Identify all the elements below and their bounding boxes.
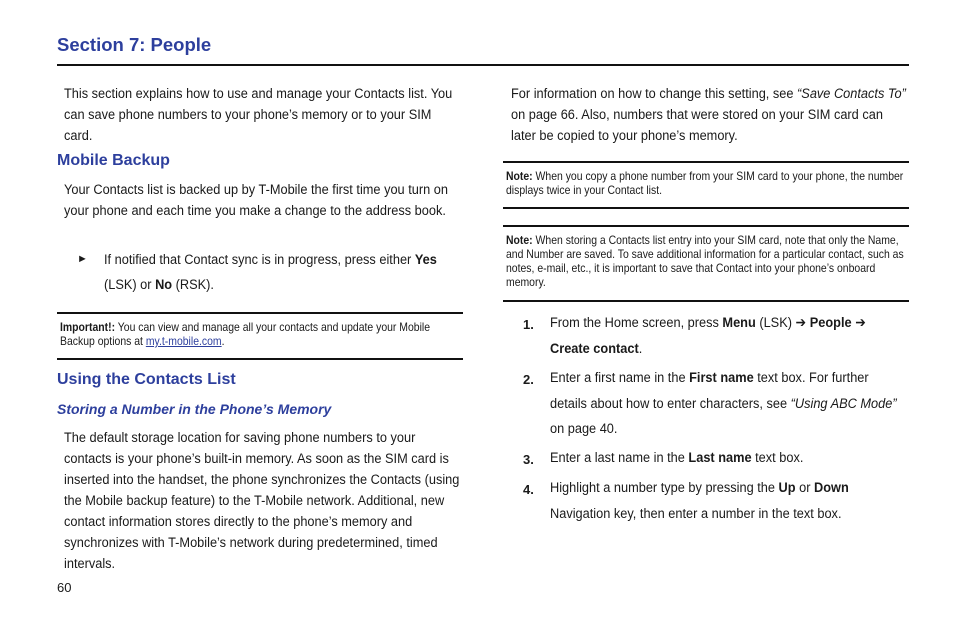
bullet-arrow-icon: ► (77, 253, 88, 265)
step-number-1: 1. (523, 317, 534, 332)
important-label: Important!: (60, 321, 116, 334)
note-text-1: Note: When you copy a phone number from your SIM card to your phone, the number displays twice in your Contact list. (506, 170, 904, 197)
menu-key-label: Menu (722, 315, 756, 331)
setting-reference-paragraph: For information on how to change this setting, see “Save Contacts To” on page 66. Also, numbers that were stored on your SIM card can later be copied to your phone’s memory. (511, 86, 906, 144)
people-menu-label: People (809, 315, 852, 331)
mobile-backup-paragraph: Your Contacts list is backed up by T-Mobile the first time you turn on your phone and each time you make a change to the address book. (64, 182, 448, 219)
step-number-2: 2. (523, 372, 534, 387)
important-note-text: Important!: You can view and manage all your contacts and update your Mobile Backup options at my.t-mobile.com. (60, 321, 431, 348)
down-key-label: Down (814, 480, 849, 496)
using-contacts-heading: Using the Contacts List (57, 371, 236, 388)
mobile-backup-heading: Mobile Backup (57, 152, 170, 169)
step-text-4: Highlight a number type by pressing the Up or Down Navigation key, then enter a number in the text box. (550, 480, 849, 522)
step-text-1: From the Home screen, press Menu (LSK) ➔ People ➔ Create contact. (550, 315, 866, 357)
step-number-3: 3. (523, 452, 534, 467)
save-contacts-reference: “Save Contacts To” (797, 86, 906, 102)
note-label-2: Note: (506, 234, 533, 247)
tmobile-link[interactable]: my.t-mobile.com (145, 335, 222, 348)
intro-paragraph: This section explains how to use and manage your Contacts list. You can save phone numbers to your phone’s memory or to your SIM card. (64, 86, 453, 144)
step-text-3: Enter a last name in the Last name text box. (550, 450, 804, 466)
first-name-label: First name (689, 370, 754, 386)
section-title: Section 7: People (57, 34, 212, 55)
step-number-4: 4. (523, 482, 534, 497)
storing-number-paragraph: The default storage location for saving phone numbers to your contacts is your phone’s built-in memory. As soon as the SIM card is inserted into the handset, the phone synchronizes the Contacts (using the Mobile backup feature) to the T-Mobile network. Additional, new contact information stores directly to the phone’s memory and synchronizes with T-Mobile’s network during predetermined, timed intervals. (64, 430, 460, 572)
abc-mode-reference: “Using ABC Mode” (790, 395, 897, 412)
note-text-2: Note: When storing a Contacts list entry into your SIM card, note that only the Name, and Number are saved. To save additional information for a particular contact, such as notes, e-mail, etc., it is important to save that Contact into your phone’s onboard memory. (506, 234, 904, 289)
yes-key-label: Yes (414, 252, 437, 268)
no-key-label: No (155, 277, 173, 293)
step-text-2: Enter a first name in the First name text box. For further details about how to enter characters, see “Using ABC Mode” on page 40. (550, 370, 897, 437)
create-contact-label: Create contact (550, 340, 639, 357)
storing-number-heading: Storing a Number in the Phone’s Memory (57, 401, 332, 417)
note-label-1: Note: (506, 170, 533, 183)
sync-bullet-text: If notified that Contact sync is in progress, press either Yes (LSK) or No (RSK). (104, 252, 437, 293)
header-divider (57, 64, 909, 66)
page-number: 60 (57, 580, 72, 595)
last-name-label: Last name (688, 450, 752, 466)
up-key-label: Up (778, 480, 796, 496)
